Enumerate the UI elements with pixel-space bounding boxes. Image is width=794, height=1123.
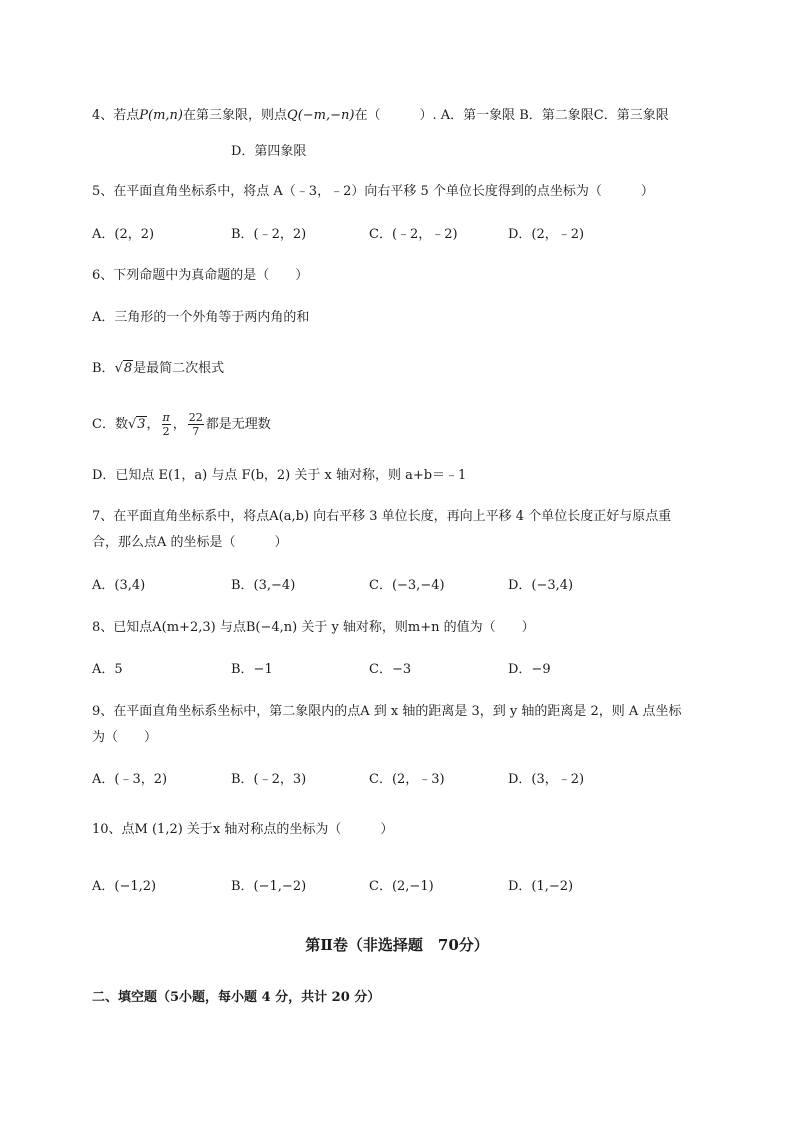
q5-option-c: C．(﹣2，﹣2) (369, 227, 458, 242)
q6-option-b (92, 359, 224, 379)
q8-options (92, 660, 732, 680)
question-5-text: 5、在平面直角坐标系中，将点 A（﹣3，﹣2）向右平移 5 个单位长度得到的点坐标为（ ） (92, 184, 654, 199)
q6-c-sqrt: √3 (127, 417, 146, 432)
question-6-text: 6、下列命题中为真命题的是（ ） (92, 268, 309, 283)
question-8-text: 8、已知点A(m+2,3) 与点B(−4,n) 关于 y 轴对称，则m+n 的值为（ ） (92, 620, 535, 635)
q4-option-d: D．第四象限 (231, 144, 307, 159)
question-7-line-1: 7、在平面直角坐标系中，将点A(a,b) 向右平移 3 单位长度，再向上平移 4 个单位长度正好与原点重 (92, 509, 672, 524)
q9-option-d: D．(3，﹣2) (508, 772, 585, 787)
q7-option-c: C．(−3,−4) (369, 578, 445, 593)
fill-in-section-heading: 二、填空题（5小题，每小题 4 分，共计 20 分） (92, 990, 381, 1005)
q6-c-frac-den: 7 (192, 425, 200, 438)
q7-option-a: A．(3,4) (92, 578, 146, 593)
q10-option-c: C．(2,−1) (369, 879, 434, 894)
q9-option-b: B．(﹣2，3) (231, 772, 307, 787)
q8-option-d: D．−9 (508, 662, 551, 677)
question-7-line-2: 合，那么点A 的坐标是（ ） (92, 535, 288, 550)
q8-option-b: B．−1 (231, 662, 273, 677)
section-2-title: 第Ⅱ卷（非选择题 70分） (305, 936, 489, 954)
q6-option-d: D．已知点 E(1，a) 与点 F(b，2) 关于 x 轴对称，则 a+b＝﹣1 (92, 468, 467, 483)
q10-option-b: B．(−1,−2) (231, 879, 307, 894)
q7-option-d: D．(−3,4) (508, 578, 574, 593)
q6-c-prefix: C．数 (92, 417, 128, 432)
q5-options (92, 225, 732, 245)
question-10-text: 10、点M (1,2) 关于x 轴对称点的坐标为（ ） (92, 822, 394, 837)
q10-option-a: A．(−1,2) (92, 879, 157, 894)
q4-point-q: Q(−m,−n) (287, 108, 355, 123)
q7-option-b: B．(3,−4) (231, 578, 296, 593)
q6-c-fraction (188, 411, 204, 438)
q5-option-a: A．(2，2) (92, 227, 155, 242)
q6-b-suffix: 是最简二次根式 (133, 361, 225, 376)
q9-options (92, 770, 732, 790)
q10-option-d: D．(1,−2) (508, 879, 574, 894)
q8-option-c: C．−3 (369, 662, 412, 677)
q4-point-p: P(m,n) (139, 108, 184, 123)
q6-c-pi-num: π (162, 411, 170, 424)
question-9-line-1: 9、在平面直角坐标系坐标中，第二象限内的点A 到 x 轴的距离是 3，到 y 轴的距离是 2，则 A 点坐标 (92, 704, 682, 719)
q6-c-sep-1: ， (146, 417, 160, 432)
q6-c-radicand: 3 (137, 417, 146, 432)
q6-b-radicand: 8 (123, 361, 133, 376)
q6-option-a: A．三角形的一个外角等于两内角的和 (92, 310, 310, 325)
question-9-line-2: 为（ ） (92, 730, 158, 745)
q9-option-c: C．(2，﹣3) (369, 772, 445, 787)
q4-prefix: 4、若点 (92, 108, 140, 123)
q6-c-pi-fraction (162, 411, 171, 438)
q5-option-b: B．(﹣2，2) (231, 227, 307, 242)
q6-c-pi-den: 2 (162, 425, 170, 438)
q5-option-d: D．(2，﹣2) (508, 227, 585, 242)
question-4 (92, 106, 669, 126)
q7-options (92, 576, 732, 596)
q10-options (92, 877, 732, 897)
q6-c-suffix: 都是无理数 (205, 417, 271, 432)
q8-option-a: A．5 (92, 662, 123, 677)
q6-c-frac-num: 22 (188, 411, 203, 424)
q6-c-sep-2: ， (172, 417, 186, 432)
q6-option-c (92, 408, 271, 442)
q4-suffix: 在（ ）. A．第一象限 B．第二象限C．第三象限 (354, 108, 669, 123)
q6-b-sqrt: √8 (114, 361, 133, 376)
q4-mid: 在第三象限，则点 (183, 108, 288, 123)
q6-b-prefix: B． (92, 361, 115, 376)
q9-option-a: A．(﹣3，2) (92, 772, 168, 787)
